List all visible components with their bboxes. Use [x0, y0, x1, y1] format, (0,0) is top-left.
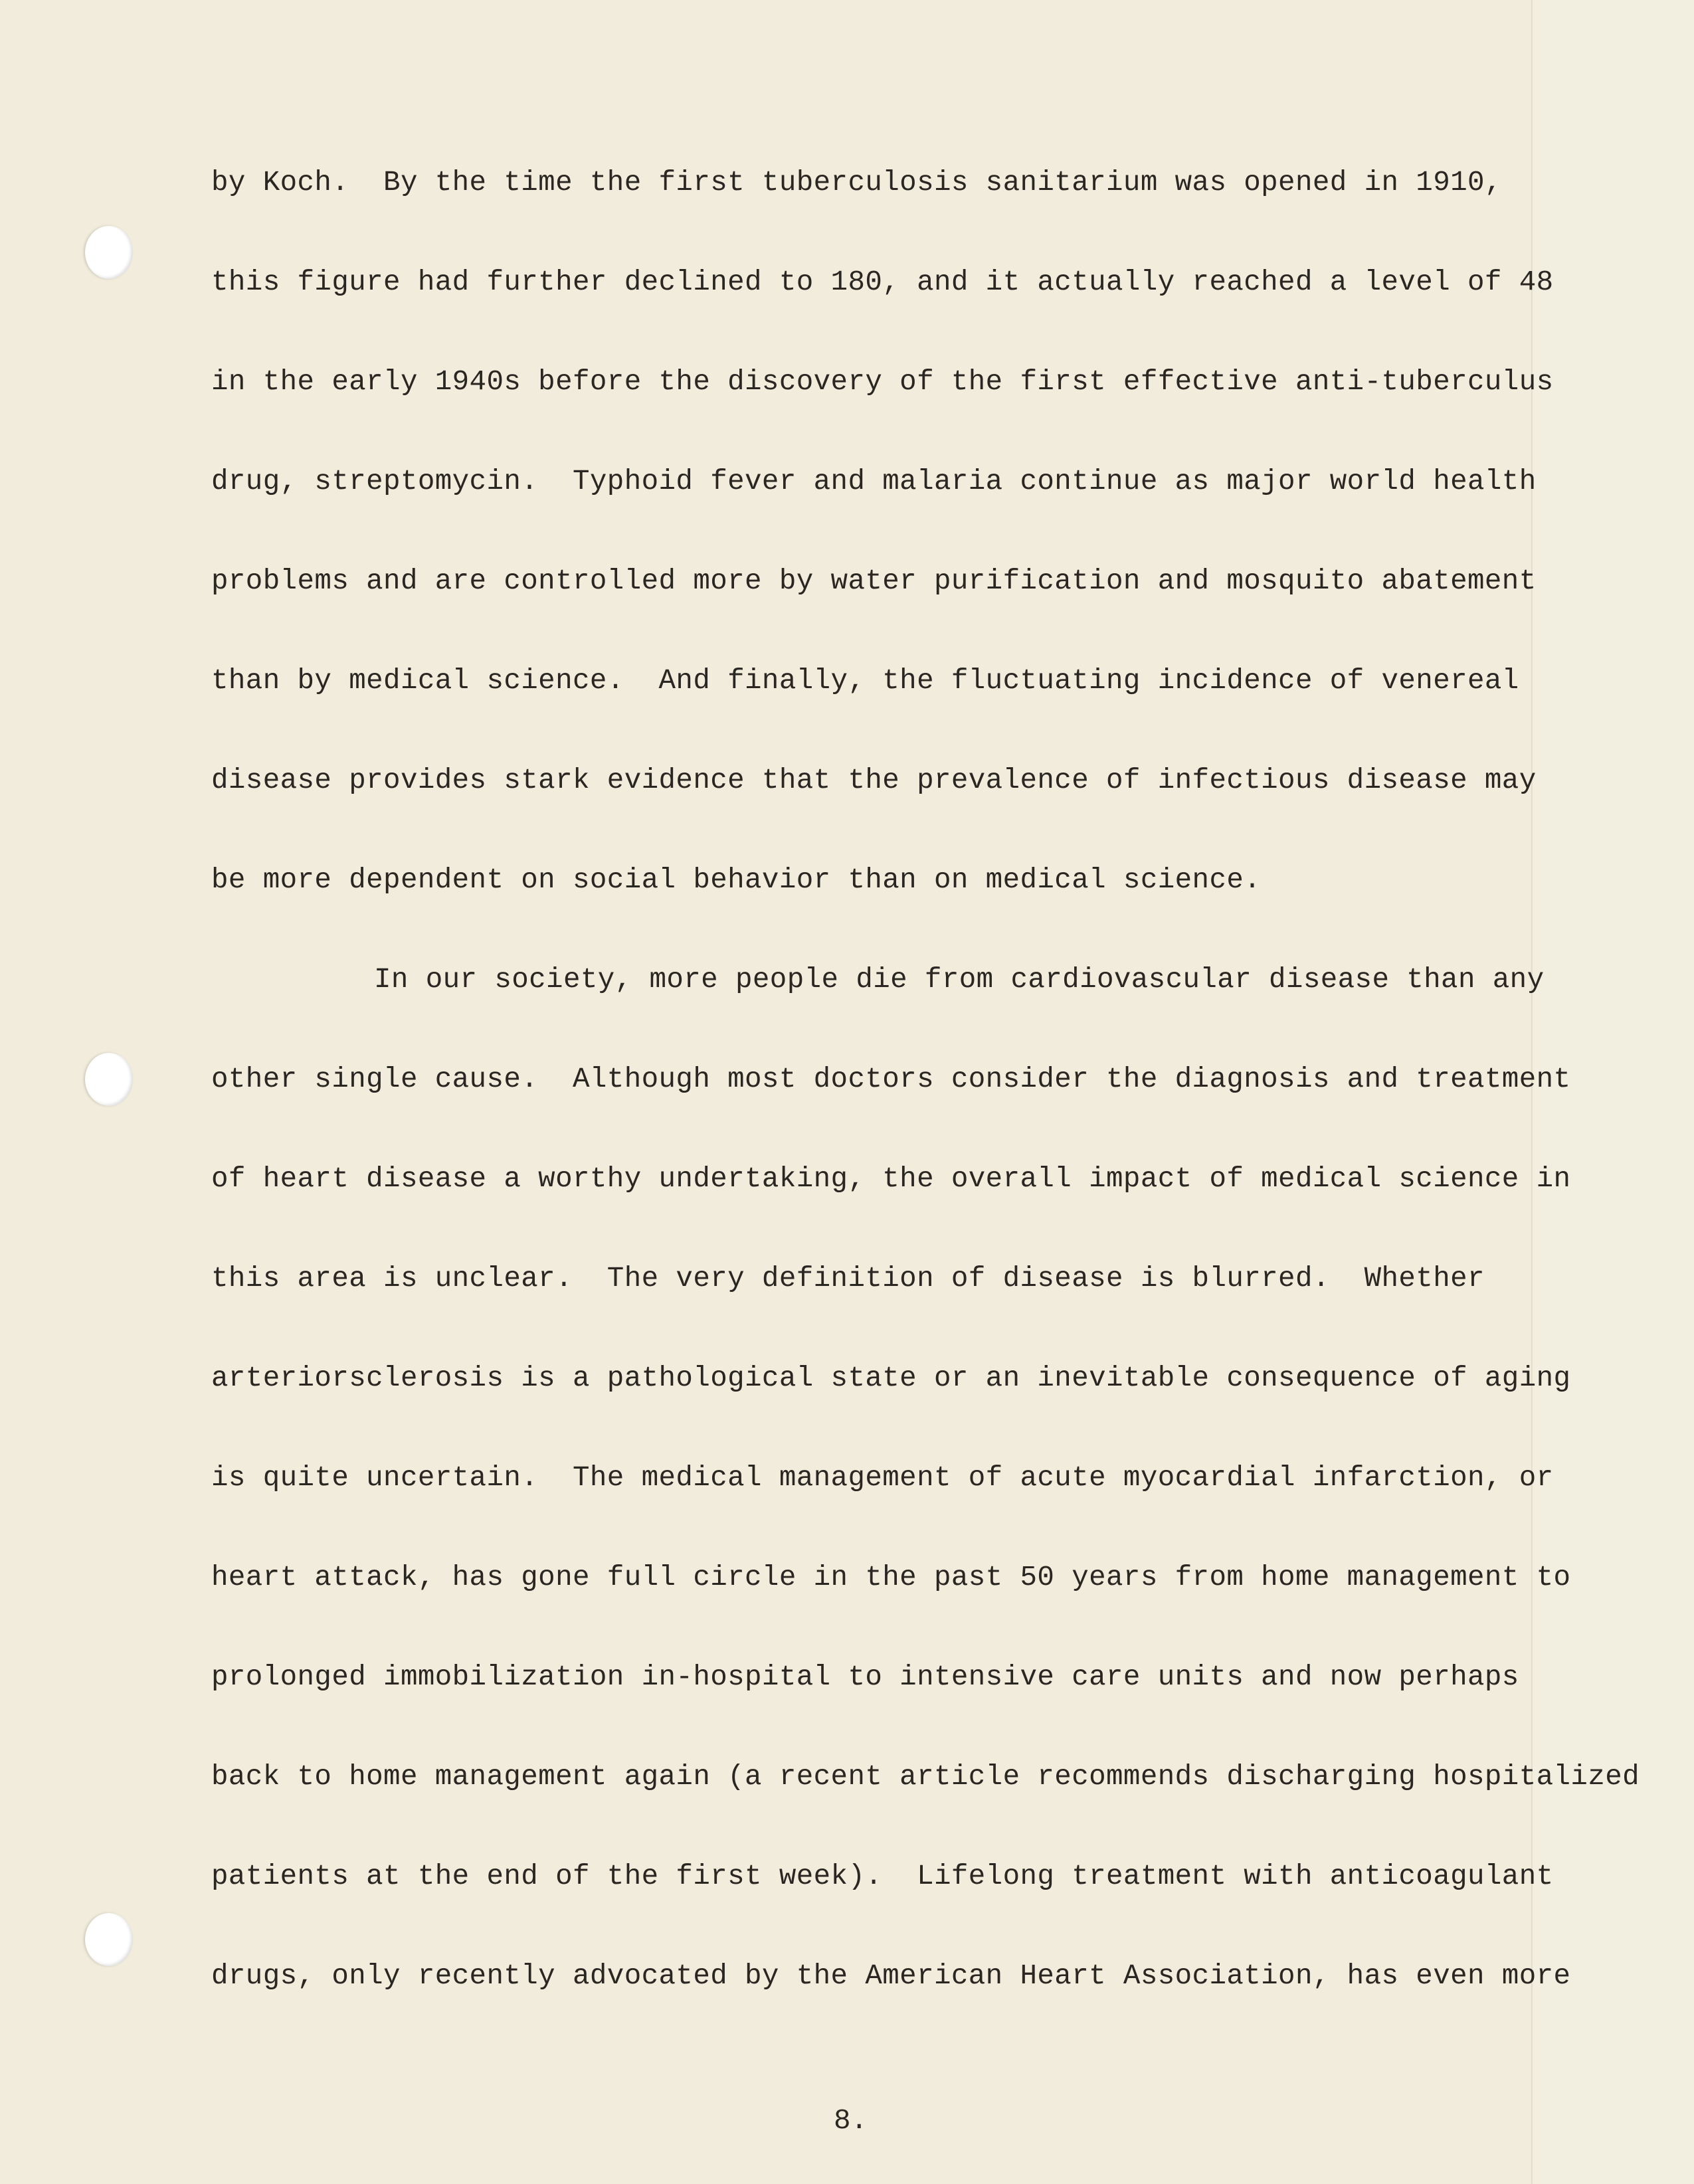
text-line: drugs, only recently advocated by the American Heart Association, has even more — [211, 1960, 1571, 1992]
text-line: disease provides stark evidence that the prevalence of infectious disease may — [211, 765, 1537, 796]
text-line: back to home management again (a recent article recommends discharging hospitalized — [211, 1761, 1640, 1793]
page-number: 8. — [834, 2105, 868, 2137]
text-line: arteriorsclerosis is a pathological state or an inevitable consequence of aging — [211, 1362, 1571, 1394]
text-line: this area is unclear. The very definition of disease is blurred. Whether — [211, 1263, 1485, 1295]
text-line: by Koch. By the time the first tuberculosis sanitarium was opened in 1910, — [211, 167, 1502, 199]
text-line: of heart disease a worthy undertaking, the overall impact of medical science in — [211, 1163, 1571, 1195]
text-line: be more dependent on social behavior than on medical science. — [211, 864, 1262, 896]
binder-hole — [85, 1053, 133, 1106]
binder-hole — [85, 1913, 133, 1966]
text-line: patients at the end of the first week). Lifelong treatment with anticoagulant — [211, 1861, 1554, 1892]
text-line: heart attack, has gone full circle in the past 50 years from home management to — [211, 1562, 1571, 1593]
text-line: problems and are controlled more by water purification and mosquito abatement — [211, 565, 1537, 597]
text-line: other single cause. Although most doctors consider the diagnosis and treatment — [211, 1063, 1571, 1095]
text-line: than by medical science. And finally, the fluctuating incidence of venereal — [211, 665, 1519, 697]
text-line: prolonged immobilization in-hospital to intensive care units and now perhaps — [211, 1661, 1519, 1693]
text-line: drug, streptomycin. Typhoid fever and malaria continue as major world health — [211, 466, 1537, 498]
binder-hole — [85, 226, 133, 279]
text-line: in the early 1940s before the discovery of the first effective anti-tuberculus — [211, 366, 1554, 398]
text-line: this figure had further declined to 180, and it actually reached a level of 48 — [211, 266, 1554, 298]
text-line: is quite uncertain. The medical management of acute myocardial infarction, or — [211, 1462, 1554, 1494]
text-line: In our society, more people die from cardiovascular disease than any — [374, 964, 1545, 996]
